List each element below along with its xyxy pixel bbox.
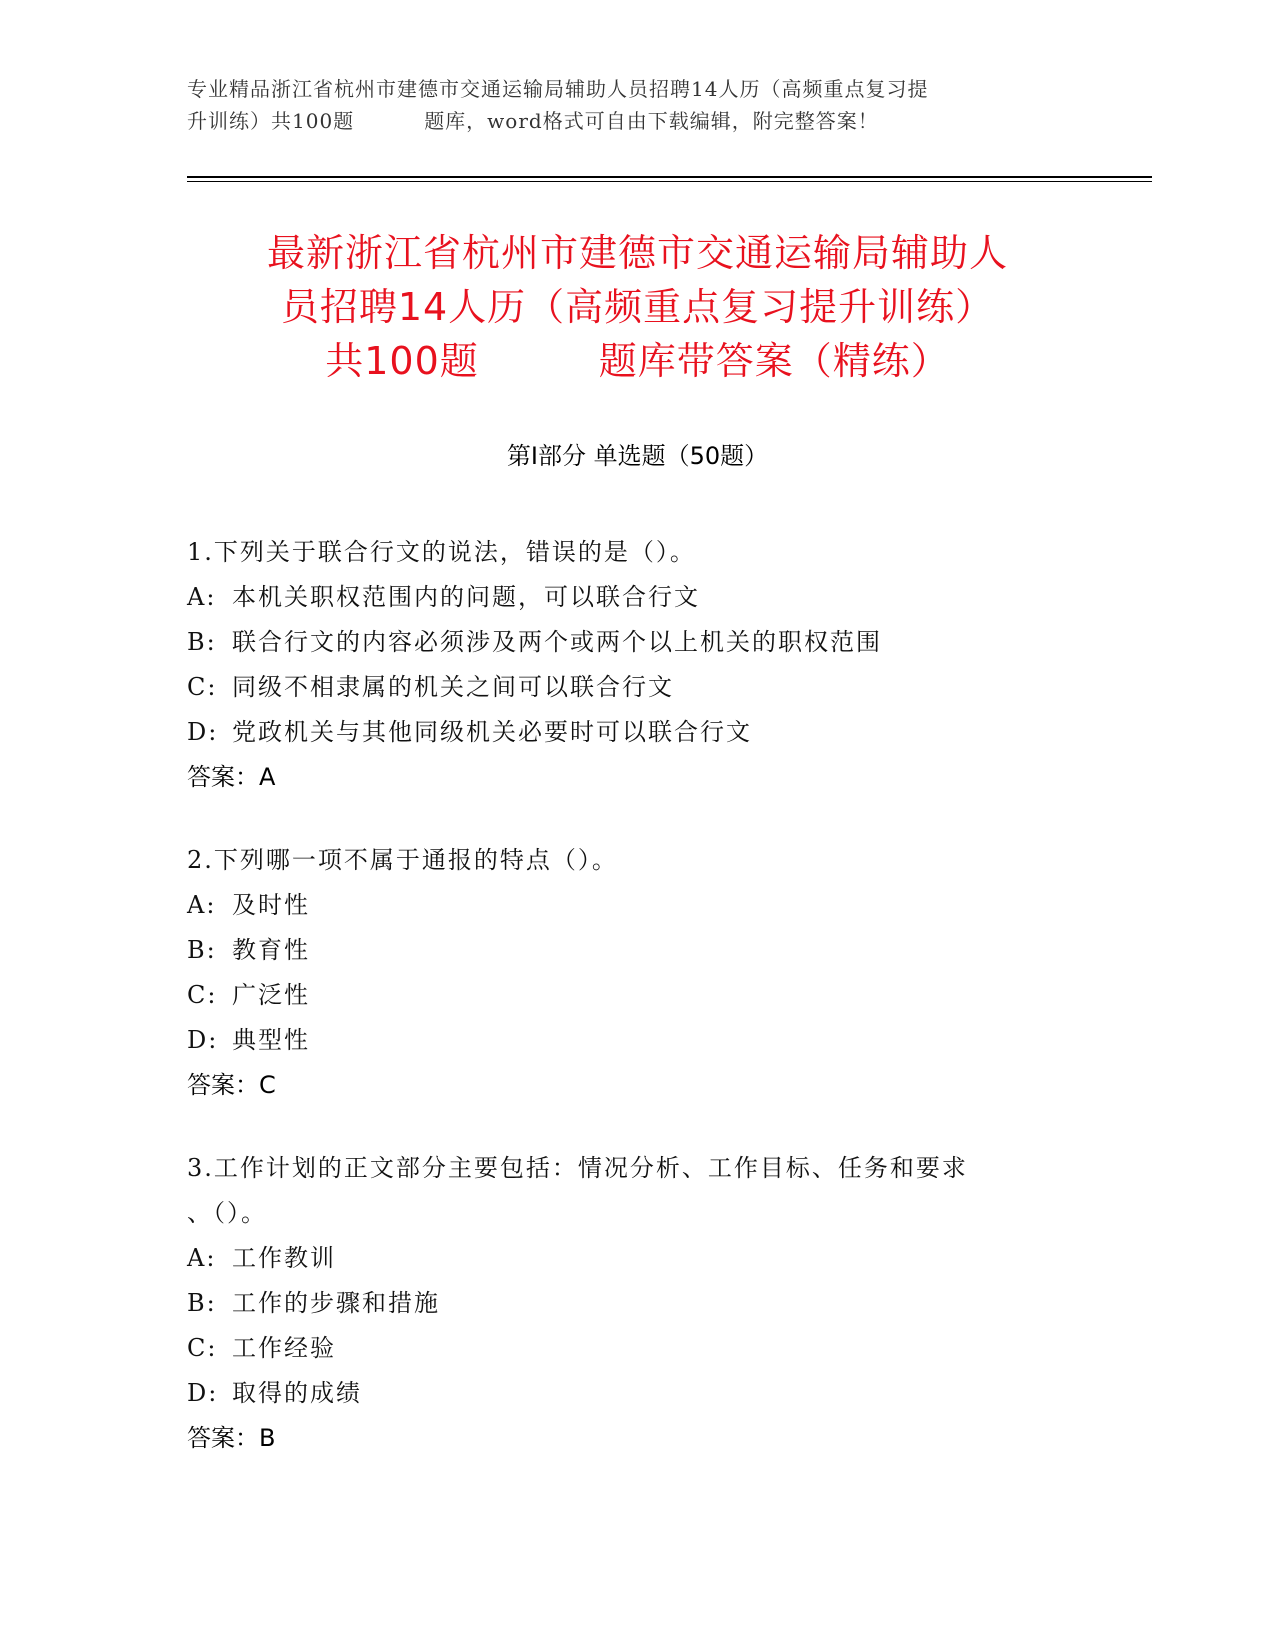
- option-text: 取得的成绩: [232, 1379, 362, 1407]
- option-text: 工作教训: [232, 1244, 336, 1272]
- header-line-2: [187, 105, 1087, 137]
- option-b: [187, 928, 1087, 973]
- option-key: D:: [187, 1026, 219, 1054]
- option-c: [187, 1326, 1087, 1371]
- option-key: D:: [187, 718, 219, 746]
- option-key: A:: [187, 583, 217, 611]
- question-2: [187, 838, 1087, 1108]
- title-line-3: [120, 334, 1155, 388]
- header-line-2-part-a: 升训练）共100题: [187, 109, 355, 133]
- option-b: [187, 1281, 1087, 1326]
- option-b: [187, 620, 1087, 665]
- title-line-2: 员招聘14人历（高频重点复习提升训练）: [280, 285, 995, 329]
- section-heading: 第Ⅰ部分 单选题（50题）: [506, 442, 769, 470]
- option-key: B:: [187, 1289, 217, 1317]
- option-text: 党政机关与其他同级机关必要时可以联合行文: [232, 718, 752, 746]
- question-3: [187, 1146, 1087, 1461]
- option-key: D:: [187, 1379, 219, 1407]
- option-a: [187, 575, 1087, 620]
- answer: 答案：C: [187, 1071, 276, 1099]
- option-text: 工作的步骤和措施: [232, 1289, 440, 1317]
- option-d: [187, 710, 1087, 755]
- header-line-1: 专业精品浙江省杭州市建德市交通运输局辅助人员招聘14人历（高频重点复习提: [187, 77, 929, 101]
- option-text: 典型性: [232, 1026, 310, 1054]
- option-c: [187, 973, 1087, 1018]
- document-title: [120, 226, 1155, 388]
- answer: 答案：B: [187, 1424, 276, 1452]
- question-list: [187, 530, 1087, 1499]
- option-text: 广泛性: [232, 981, 310, 1009]
- header-divider-thick: [187, 176, 1152, 178]
- option-d: [187, 1371, 1087, 1416]
- question-stem: 2.下列哪一项不属于通报的特点（）。: [187, 846, 618, 874]
- title-line-3-part-b: 题库带答案（精练）: [598, 339, 950, 383]
- header-divider-thin: [187, 181, 1152, 182]
- option-key: C:: [187, 981, 218, 1009]
- option-text: 同级不相隶属的机关之间可以联合行文: [232, 673, 674, 701]
- title-line-1: 最新浙江省杭州市建德市交通运输局辅助人: [266, 231, 1008, 275]
- header-line-2-part-b: 题库，word格式可自由下载编辑，附完整答案！: [424, 109, 879, 133]
- option-key: C:: [187, 673, 218, 701]
- option-key: B:: [187, 628, 217, 656]
- option-a: [187, 1236, 1087, 1281]
- question-stem: 3.工作计划的正文部分主要包括：情况分析、工作目标、任务和要求: [187, 1154, 968, 1182]
- option-text: 及时性: [232, 891, 310, 919]
- option-key: A:: [187, 891, 217, 919]
- answer: 答案：A: [187, 763, 276, 791]
- option-c: [187, 665, 1087, 710]
- option-text: 本机关职权范围内的问题，可以联合行文: [232, 583, 700, 611]
- question-stem: 1.下列关于联合行文的说法，错误的是（）。: [187, 538, 696, 566]
- document-header: [187, 73, 1087, 137]
- option-text: 教育性: [232, 936, 310, 964]
- option-key: B:: [187, 936, 217, 964]
- option-key: A:: [187, 1244, 217, 1272]
- option-key: C:: [187, 1334, 218, 1362]
- option-text: 联合行文的内容必须涉及两个或两个以上机关的职权范围: [232, 628, 882, 656]
- option-text: 工作经验: [232, 1334, 336, 1362]
- option-d: [187, 1018, 1087, 1063]
- question-1: [187, 530, 1087, 800]
- question-stem-continued: 、（）。: [187, 1199, 267, 1227]
- option-a: [187, 883, 1087, 928]
- title-line-3-part-a: 共100题: [325, 339, 479, 383]
